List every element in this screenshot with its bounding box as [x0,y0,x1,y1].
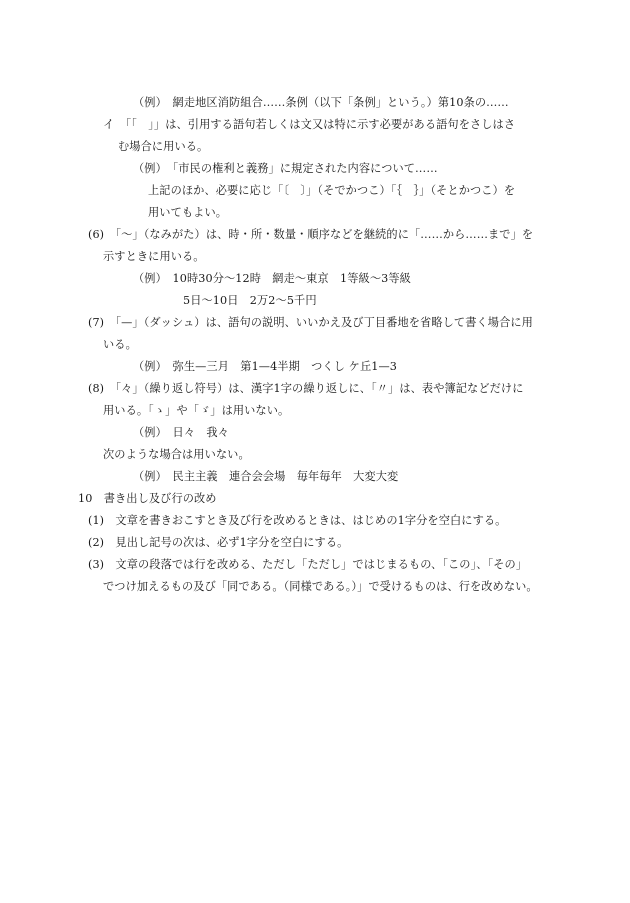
item-6-line-2: 示すときに用いる。 [103,250,205,263]
item-3-line-2: でつけ加えるもの及び「同である。（同様である。）」で受けるものは、行を改めない。 [103,580,538,593]
item-2-line: (2) 見出し記号の次は、必ず1字分を空白にする。 [88,536,349,549]
item-i-line-2: む場合に用いる。 [118,140,209,153]
example-line-namigata-1: （例） 10時30分〜12時 網走〜東京 1等級〜3等級 [133,272,411,285]
example-line-dash: （例） 弥生—三月 第1—4半期 つくし ケ丘1—3 [133,360,397,373]
item-3-line-1: (3) 文章の段落では行を改める、ただし「ただし」ではじまるもの、「この」、「その」 [88,558,528,571]
example-line-namigata-2: 5日〜10日 2万2〜5千円 [183,294,317,307]
item-i-line-1: イ 「「 」」は、引用する語句若しくは文又は特に示す必要がある語句をさしはさ [103,118,516,131]
item-6-line-1: (6) 「〜」（なみがた）は、時・所・数量・順序などを継続的に「……から……まで」を [88,228,534,241]
item-8-line-2: 用いる。「ゝ」や「ゞ」は用いない。 [103,404,290,417]
exception-line: 次のような場合は用いない。 [103,448,250,461]
item-7-line-2: いる。 [103,338,137,351]
item-8-line-1: (8) 「々」（繰り返し符号）は、漢字1字の繰り返しに、「〃」は、表や簿記などだけに [88,382,524,395]
note-line-2: 用いてもよい。 [148,206,228,219]
example-line-kurikaeshi: （例） 日々 我々 [133,426,229,439]
item-1-line: (1) 文章を書きおこすとき及び行を改めるときは、はじめの1字分を空白にする。 [88,514,507,527]
example-line-shimin: （例） 「市民の権利と義務」に規定された内容について…… [133,162,438,175]
item-7-line-1: (7) 「—」（ダッシュ）は、語句の説明、いいかえ及び丁目番地を省略して書く場合に用 [88,316,533,329]
section-10-heading: 10 書き出し及び行の改め [78,492,217,505]
example-line-jorei: （例） 網走地区消防組合……条例（以下「条例」という。）第10条の…… [133,96,509,109]
example-line-exception: （例） 民主主義 連合会会場 毎年毎年 大変大変 [133,470,399,483]
note-line-1: 上記のほか、必要に応じ「〔 〕」（そでかつこ）「｛ ｝」（そとかつこ）を [148,184,516,197]
